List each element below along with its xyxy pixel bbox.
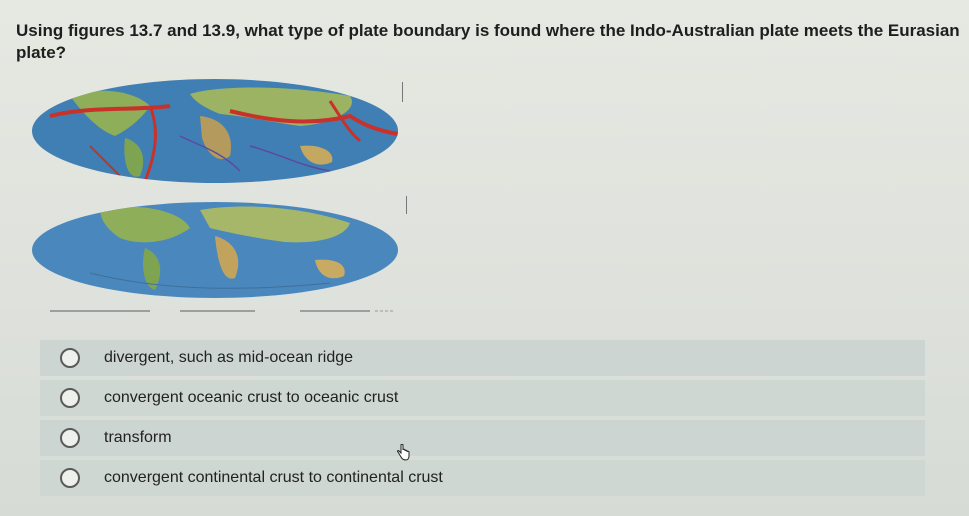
radio-button[interactable]: [60, 348, 80, 368]
question-text: Using figures 13.7 and 13.9, what type of plate boundary is found where the Indo-Australian plate meets the Eurasian plate?: [16, 21, 960, 62]
option-convergent-oceanic[interactable]: [40, 380, 925, 416]
answer-options: [40, 340, 925, 500]
radio-button[interactable]: [60, 468, 80, 488]
hand-cursor-icon: [396, 444, 410, 462]
plate-boundary-map: [30, 76, 400, 186]
option-divergent[interactable]: [40, 340, 925, 376]
figure-panel: [30, 76, 420, 326]
option-transform[interactable]: [40, 420, 925, 456]
radio-button[interactable]: [60, 428, 80, 448]
world-map: [30, 198, 400, 302]
figure-legend: [30, 304, 420, 316]
option-label: convergent continental crust to continental crust: [104, 469, 443, 486]
option-label: transform: [104, 429, 172, 446]
option-convergent-continental[interactable]: [40, 460, 925, 496]
option-label: convergent oceanic crust to oceanic crust: [104, 389, 399, 406]
option-label: divergent, such as mid-ocean ridge: [104, 349, 354, 366]
radio-button[interactable]: [60, 388, 80, 408]
